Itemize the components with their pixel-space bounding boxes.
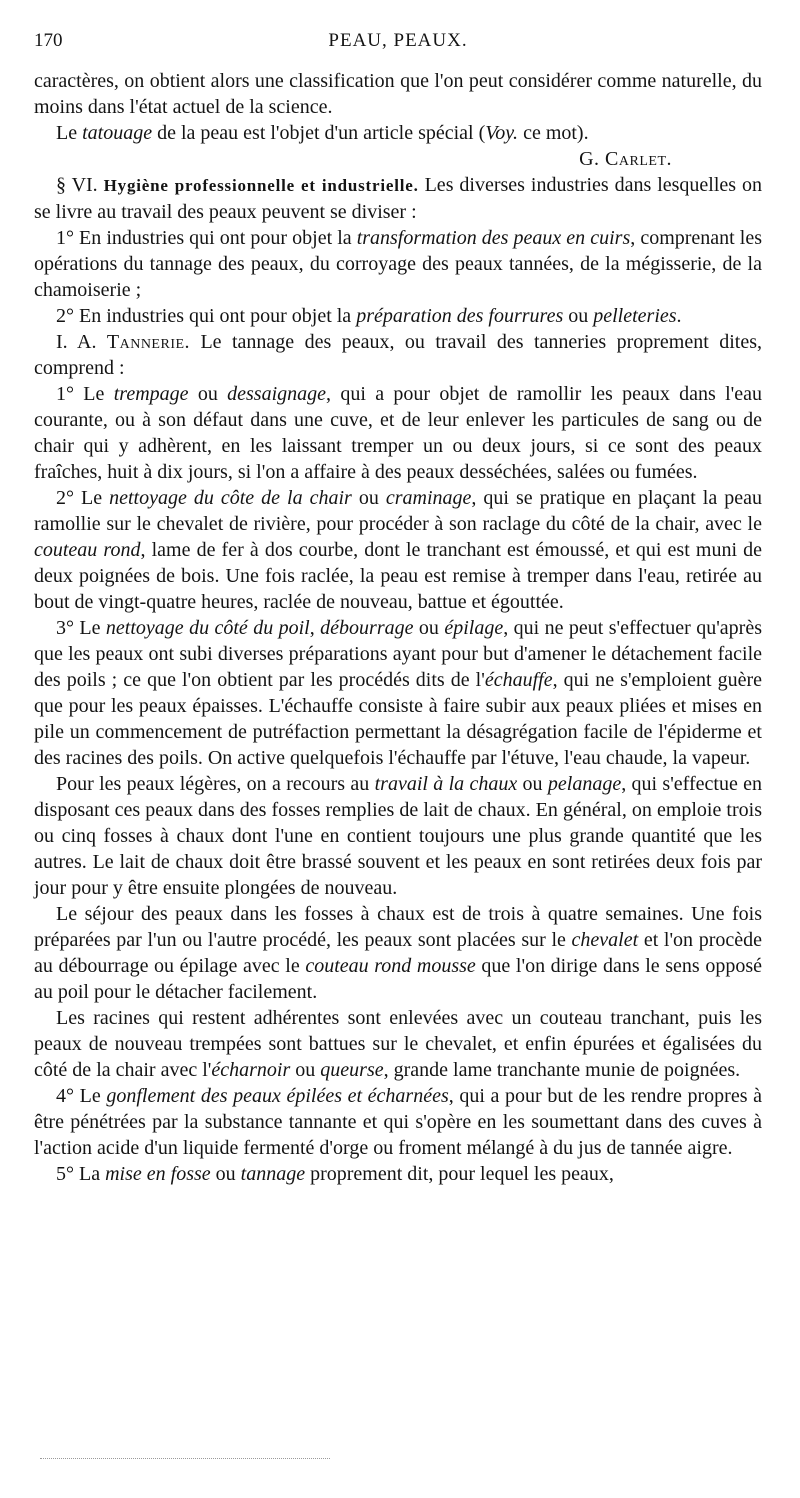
tannerie-paragraph bbox=[34, 329, 762, 381]
running-header bbox=[34, 28, 762, 62]
text-run: , comprenant les opérations du tannage des peaux, du corroyage des peaux tannées, de la mégisserie, de la chamoiserie ; bbox=[34, 227, 762, 301]
italic-term: queurse bbox=[320, 1059, 384, 1081]
italic-term: mise en fosse bbox=[105, 1163, 211, 1185]
text-run: , lame de fer à dos courbe, dont le tranchant est émoussé, et qui est muni de deux poignées de bois. Une fois raclée, la peau est remise à tremper dans l'eau, retirée au bout de vingt-quatre heures, raclée de nouveau, battue et égouttée. bbox=[34, 539, 762, 613]
text-run: , qui s'effectue en disposant ces peaux dans des fosses remplies de lait de chaux. En général, on emploie trois ou cinq fosses à chaux dont l'une en contient toujours une plus grande quantité que les autres. Le lait de chaux doit être brassé souvent et les peaux en sont retirées deux fois par jour pour y être ensuite plongées de nouveau. bbox=[34, 773, 763, 899]
italic-term: chevalet bbox=[571, 929, 639, 951]
footer-dotted-rule bbox=[40, 1458, 330, 1459]
italic-term: couteau rond mousse bbox=[305, 955, 476, 977]
paragraph-racines bbox=[34, 1005, 762, 1083]
italic-term: craminage bbox=[385, 487, 472, 509]
text-run: Le séjour des peaux dans les fosses à chaux est de trois à quatre semaines. Une fois préparées par l'un ou l'autre procédé, les peaux sont placées sur le bbox=[34, 903, 762, 951]
text-run: et l'on procède au débourrage ou épilage avec le bbox=[34, 929, 763, 977]
text-run: proprement dit, pour lequel les peaux, bbox=[305, 1163, 614, 1185]
text-run: . bbox=[676, 305, 682, 327]
italic-term: travail à la chaux bbox=[374, 773, 518, 795]
step-5-mise-en-fosse bbox=[34, 1161, 762, 1187]
text-run: ou bbox=[188, 383, 228, 405]
italic-term: couteau rond bbox=[34, 539, 141, 561]
section-mark: § VI. bbox=[56, 174, 98, 196]
text-run: ou bbox=[351, 487, 386, 509]
section-6-paragraph bbox=[34, 172, 762, 225]
signature-text: G. Carlet. bbox=[579, 148, 672, 170]
section-heading: Hygiène professionnelle et industrielle. bbox=[103, 176, 419, 195]
text-run: 2° Le bbox=[56, 487, 110, 509]
italic-term: gonflement des peaux épilées et écharnées bbox=[106, 1085, 449, 1107]
text-run: 5° La bbox=[56, 1163, 106, 1185]
text-run: Les diverses industries dans lesquelles on se livre au travail des peaux peuvent se diviser : bbox=[34, 174, 763, 223]
italic-term: nettoyage du côté du poil bbox=[105, 617, 310, 639]
text-run: Le bbox=[56, 122, 83, 144]
text-run: Les racines qui restent adhérentes sont enlevées avec un couteau tranchant, puis les peaux de nouveau trempées sont battues sur le chevalet, et enfin épurées et égalisées du côté de la chair avec l' bbox=[34, 1007, 762, 1081]
document-page bbox=[34, 28, 762, 1187]
text-run: Le tannage des peaux, ou travail des tanneries proprement dites, comprend : bbox=[34, 331, 762, 379]
text-run: , qui a pour objet de ramollir les peaux dans l'eau courante, ou à son défaut dans une cuve, et de leur enlever les particules de sang ou de chair qui y adhèrent, en les laissant tremper un ou deux jours, si ce sont des peaux fraîches, huit à dix jours, si l'on a affaire à des peaux desséchées, salées ou fumées. bbox=[34, 383, 763, 483]
text-run: que l'on dirige dans le sens opposé au poil pour le détacher facilement. bbox=[34, 955, 762, 1003]
text-run: , grande lame tranchante munie de poignées. bbox=[383, 1059, 741, 1081]
text-run: 2° En industries qui ont pour objet la bbox=[56, 305, 357, 327]
text-run: , bbox=[309, 617, 321, 639]
list-item-1 bbox=[34, 225, 762, 303]
italic-term: pelleteries bbox=[593, 305, 677, 327]
author-signature bbox=[34, 146, 762, 172]
italic-term: préparation des fourrures bbox=[356, 305, 564, 327]
italic-term: nettoyage du côte de la chair bbox=[109, 487, 352, 509]
subsection-label: I. A. bbox=[56, 331, 97, 353]
italic-term: pelanage bbox=[547, 773, 622, 795]
text-run: 4° Le bbox=[56, 1085, 107, 1107]
paragraph-sejour bbox=[34, 901, 762, 1005]
text-run: Pour les peaux légères, on a recours au bbox=[56, 773, 375, 795]
italic-term: débourrage bbox=[320, 617, 414, 639]
text-run: , qui ne peut s'effectuer qu'après que les peaux ont subi diverses préparations ayant pour but d'amener le détachement facile des poils ; ce que l'on obtient par les procédés dits de l' bbox=[34, 617, 763, 691]
step-1-trempage bbox=[34, 381, 762, 485]
running-title: PEAU, PEAUX. bbox=[328, 30, 468, 51]
text-run: ou bbox=[290, 1059, 321, 1081]
paragraph-tatouage bbox=[34, 120, 762, 146]
text-run: , qui ne s'emploient guère que pour les peaux épaisses. L'échauffe consiste à faire subir aux peaux pliées et mises en pile un commencement de putréfaction permettant la désagrégation facile de l'épiderme et des racines des poils. On active quelquefois l'échauffe par l'étuve, l'eau chaude, la vapeur. bbox=[34, 669, 762, 769]
italic-term: dessaignage bbox=[227, 383, 327, 405]
subsection-title: Tannerie. bbox=[106, 331, 191, 353]
paragraph-pelanage bbox=[34, 771, 762, 901]
list-item-2 bbox=[34, 303, 762, 329]
text-run: 3° Le bbox=[56, 617, 106, 639]
italic-term: trempage bbox=[113, 383, 189, 405]
italic-term: épilage bbox=[444, 617, 504, 639]
text-run: , qui a pour but de les rendre propres à être pénétrées par la substance tannante et qui s'opère en les soumettant dans des cuves à l'action acide d'un liquide fermenté d'orge ou froment mélangé à du jus de tannée aigre. bbox=[34, 1085, 762, 1159]
text-run: ou bbox=[517, 773, 548, 795]
step-3-nettoyage-poil bbox=[34, 615, 762, 771]
paragraph-classification: caractères, on obtient alors une classification que l'on peut considérer comme naturelle, du moins dans l'état actuel de la science. bbox=[34, 70, 762, 118]
italic-term: tatouage bbox=[82, 122, 153, 144]
italic-term: transformation des peaux en cuirs bbox=[356, 227, 631, 249]
text-run: de la peau est l'objet d'un article spécial ( bbox=[152, 122, 486, 144]
text-run: , qui se pratique en plaçant la peau ramollie sur le chevalet de rivière, pour procéder à son raclage du côté de la chair, avec le bbox=[34, 487, 762, 535]
step-4-gonflement bbox=[34, 1083, 762, 1161]
text-run: ou bbox=[413, 617, 445, 639]
text-run: ce mot). bbox=[518, 122, 589, 144]
italic-term: échauffe bbox=[484, 669, 553, 691]
italic-term: tannage bbox=[240, 1163, 306, 1185]
text-run: 1° Le bbox=[56, 383, 114, 405]
italic-term: Voy. bbox=[485, 122, 519, 144]
text-run: ou bbox=[210, 1163, 241, 1185]
text-run: ou bbox=[563, 305, 594, 327]
italic-term: écharnoir bbox=[211, 1059, 291, 1081]
step-2-nettoyage-chair bbox=[34, 485, 762, 615]
text-run: 1° En industries qui ont pour objet la bbox=[56, 227, 357, 249]
page-number: 170 bbox=[34, 30, 63, 51]
